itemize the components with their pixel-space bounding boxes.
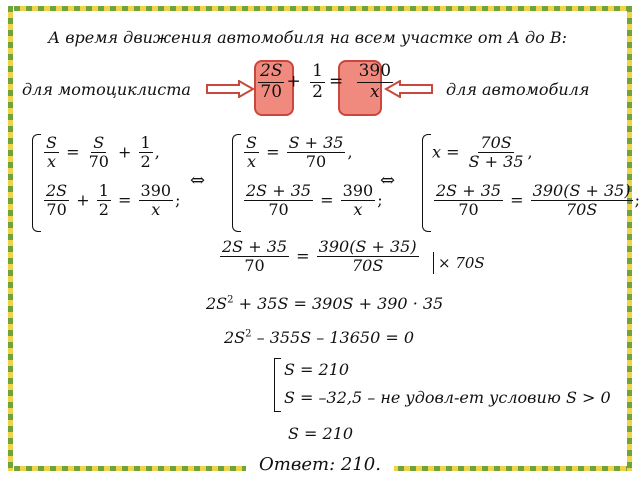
system1-brace [32,134,41,232]
fraction-390-x: $\frac{390}{x}$ [358,61,392,102]
system3-row1: x = $\frac{70S}{S + 35}$ , [432,133,533,172]
system1-row2: $\frac{2S}{70}$ + $\frac{1}{2}$ = $\frac{390}{x}$ ; [46,181,181,220]
roots-bracket [274,358,281,412]
frame-right-border [627,6,632,471]
system3-row2: $\frac{2S + 35}{70}$ = $\frac{390(S + 35)}{70S}$ ; [436,181,640,220]
multiply-bar [433,252,434,274]
system2-row2: $\frac{2S + 35}{70}$ = $\frac{390}{x}$ ; [246,181,383,220]
equation-step5: $2S^2 + 35S = 390S + 390 \cdot 35$ [206,294,444,313]
fraction-1-2: $\frac{1}{2}$ [312,61,323,102]
answer: Ответ: 210. [246,452,394,478]
label-motorcyclist: для мотоциклиста [22,80,191,99]
system2-row1: $\frac{S}{x}$ = $\frac{S + 35}{70}$ , [246,133,353,172]
frame-top-border [14,6,628,11]
system2-brace [232,134,241,232]
equation-main: $\frac{2S}{70}$ + $\frac{1}{2}$ = $\frac{390}{x}$ [260,61,392,102]
root-1: S = 210 [284,360,350,379]
multiply-note: × 70S [438,254,485,272]
frame-left-border [8,6,13,471]
equivalence-icon: ⇔ [190,170,206,191]
label-car: для автомобиля [446,80,590,99]
equation-step4: $\frac{2S + 35}{70}$ = $\frac{390(S + 35)}{70S}$ [222,237,417,276]
system1-row1: $\frac{S}{x}$ = $\frac{S}{70}$ + $\frac{1}{2}$ , [46,133,160,172]
heading: А время движения автомобиля на всем участке от А до В: [48,28,567,47]
arrow-left-icon [384,80,434,98]
fraction-2S-70: $\frac{2S}{70}$ [260,61,283,102]
result: S = 210 [288,424,354,443]
equation-step6: $2S^2 - 355S - 13650 = 0$ [224,328,415,347]
arrow-right-icon [205,80,255,98]
root-2: S = –32,5 – не удовл-ет условию S > 0 [284,388,611,407]
equivalence-icon: ⇔ [380,170,396,191]
system3-brace [422,134,431,232]
